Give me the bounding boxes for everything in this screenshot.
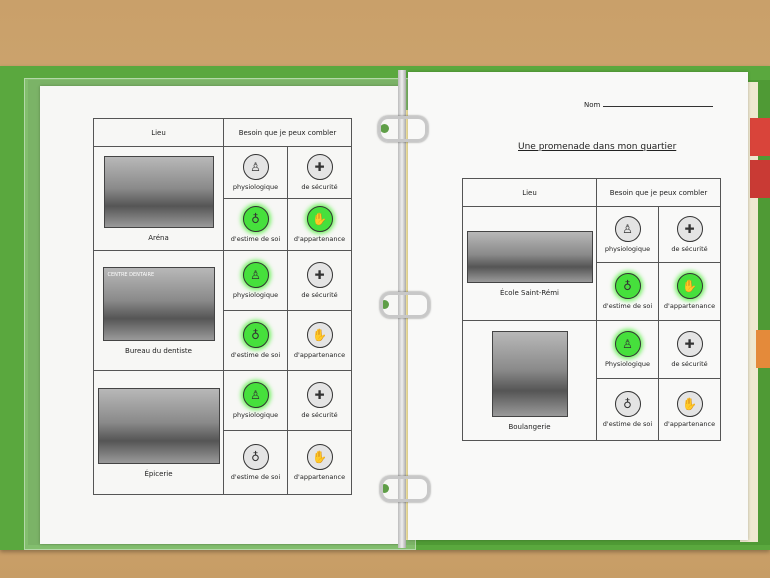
need-cell [288,311,352,371]
dentist-sign-text: CENTRE DENTAIRE [107,271,155,278]
binder-ring-top [378,116,428,142]
need-cell [224,147,288,199]
handshake-icon: ✋ [307,322,333,348]
need-cell [288,199,352,251]
place-label: École Saint-Rémi [499,288,560,297]
people-icon: ♙ [615,331,641,357]
handshake-icon: ✋ [677,273,703,299]
bakery-photo [492,331,568,417]
place-cell [94,371,224,495]
need-label: de sécurité [671,360,708,368]
name-rule [603,106,713,107]
place-label: Aréna [148,233,169,242]
column-header-needs: Besoin que je peux combler [224,119,352,147]
medal-icon: ♁ [243,206,269,232]
medal-icon: ♁ [243,444,269,470]
need-label: d'estime de soi [230,351,281,359]
handshake-icon: ✋ [677,391,703,417]
need-cell [224,199,288,251]
divider-tab-red-2 [750,160,770,198]
need-label: de sécurité [301,291,338,299]
plus-icon: ✚ [307,382,333,408]
column-header-place: Lieu [463,179,597,207]
need-label: d'estime de soi [230,235,281,243]
need-cell [597,379,659,441]
people-icon: ♙ [243,382,269,408]
need-label: Physiologique [604,360,650,368]
need-label: d'appartenance [293,351,346,359]
need-label: physiologique [232,183,279,191]
plus-icon: ✚ [307,262,333,288]
need-label: d'estime de soi [230,473,281,481]
need-cell [597,321,659,379]
people-icon: ♙ [243,262,269,288]
need-cell [288,147,352,199]
need-label: de sécurité [671,245,708,253]
need-cell [288,251,352,311]
need-cell [224,251,288,311]
worksheet-title: Une promenade dans mon quartier [518,142,677,152]
need-label: d'appartenance [293,235,346,243]
need-label: d'estime de soi [602,420,653,428]
plus-icon: ✚ [677,216,703,242]
need-label: physiologique [232,291,279,299]
need-cell [597,207,659,263]
medal-icon: ♁ [615,273,641,299]
need-cell [224,311,288,371]
binder-ring-middle [380,292,430,318]
dentist-office-photo [103,267,215,341]
place-label: Bureau du dentiste [125,346,192,355]
name-field [584,101,713,109]
need-cell [659,321,721,379]
binder-ring-bottom [380,476,430,502]
plus-icon: ✚ [677,331,703,357]
need-cell [659,263,721,321]
school-photo [467,231,593,283]
column-header-place: Lieu [94,119,224,147]
right-needs-table [462,178,721,441]
need-label: physiologique [232,411,279,419]
people-icon: ♙ [243,154,269,180]
need-cell [288,371,352,431]
need-cell [659,207,721,263]
need-label: de sécurité [301,183,338,191]
place-cell [463,207,597,321]
handshake-icon: ✋ [307,206,333,232]
need-label: d'appartenance [663,302,716,310]
name-label: Nom [584,101,601,109]
place-label: Épicerie [144,469,173,478]
need-label: physiologique [604,245,651,253]
need-cell [224,431,288,495]
arena-photo [104,156,214,228]
need-cell [288,431,352,495]
place-cell [94,251,224,371]
place-label: Boulangerie [508,422,551,431]
need-label: d'appartenance [663,420,716,428]
need-label: d'estime de soi [602,302,653,310]
column-header-needs: Besoin que je peux combler [597,179,721,207]
place-cell [94,147,224,251]
need-cell [597,263,659,321]
people-icon: ♙ [615,216,641,242]
grocery-store-photo [98,388,220,464]
divider-tab-red [750,118,770,156]
need-label: d'appartenance [293,473,346,481]
medal-icon: ♁ [615,391,641,417]
handshake-icon: ✋ [307,444,333,470]
need-cell [224,371,288,431]
place-cell [463,321,597,441]
medal-icon: ♁ [243,322,269,348]
need-cell [659,379,721,441]
need-label: de sécurité [301,411,338,419]
divider-tab-orange [756,330,770,368]
plus-icon: ✚ [307,154,333,180]
left-needs-table [93,118,352,495]
